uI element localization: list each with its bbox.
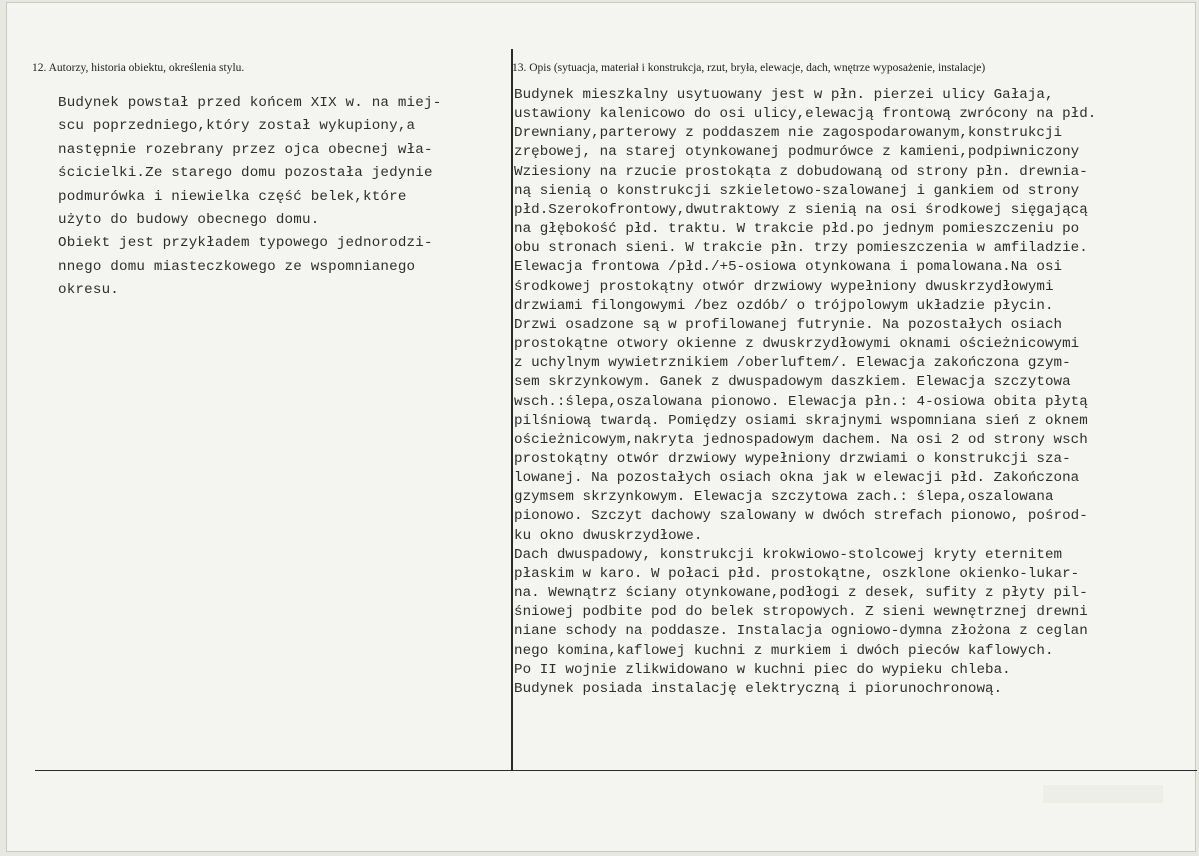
text-line: Drzwi osadzone są w profilowanej futrynie. Na pozostałych osiach <box>514 316 1063 333</box>
text-line: na. Wewnątrz ściany otynkowane,podłogi z desek, sufity z płyty pil- <box>514 585 1088 602</box>
text-line: drzwiami filongowymi /bez ozdób/ o trójpolowym układzie płycin. <box>514 297 1054 314</box>
text-line: następnie rozebrany przez ojca obecnej wła- <box>58 141 433 158</box>
text-line: niane schody na poddasze. Instalacja ogniowo-dymna złożona z ceglan <box>514 623 1088 640</box>
text-line: scu poprzedniego,który został wykupiony,a <box>58 118 416 135</box>
text-line: zrębowej, na starej otynkowanej podmurówce z kamieni,podpiwniczony <box>514 144 1080 161</box>
text-line: prostokątne otwory okienne z dwuskrzydłowymi oknami ościeżnicowymi <box>514 336 1080 353</box>
text-line: lowanej. Na pozostałych osiach okna jak w elewacji płd. Zakończona <box>514 470 1080 487</box>
text-line: ościeżnicowym,nakryta jednospadowym dachem. Na osi 2 od strony wsch <box>514 431 1088 448</box>
text-line: płaskim w karo. W połaci płd. prostokątne, oszklone okienko-lukar- <box>514 565 1080 582</box>
text-line: gzymsem skrzynkowym. Elewacja szczytowa zach.: ślepa,oszalowana <box>514 489 1054 506</box>
text-line: Budynek powstał przed końcem XIX w. na miej- <box>58 95 442 111</box>
text-line: Dach dwuspadowy, konstrukcji krokwiowo-stolcowej kryty eternitem <box>514 546 1063 563</box>
section-12-header: 12. Autorzy, historia obiektu, określenia stylu. <box>32 62 245 74</box>
text-line: pilśniową twardą. Pomiędzy osiami skrajnymi wspomniana sień z oknem <box>514 412 1088 429</box>
section-13-header: 13. Opis (sytuacja, materiał i konstrukcja, rzut, bryła, elewacje, dach, wnętrze wyposażenie, instalacje) <box>512 62 986 74</box>
text-line: ku okno dwuskrzydłowe. <box>514 527 703 544</box>
text-line: użyto do budowy obecnego domu. <box>58 212 320 229</box>
text-line: nnego domu miasteczkowego ze wspomnianego <box>58 258 416 275</box>
text-line: okresu. <box>58 282 119 299</box>
section-12-text <box>58 92 441 303</box>
text-line: Elewacja frontowa /płd./+5-osiowa otynkowana i pomalowana.Na osi <box>514 259 1063 276</box>
text-line: Budynek posiada instalację elektryczną i piorunochronową. <box>514 680 1003 697</box>
column-divider <box>511 49 513 771</box>
text-line: śniowej podbite pod do belek stropowych. Z sieni wewnętrznej drewni <box>514 604 1088 621</box>
text-line: Drewniany,parterowy z poddaszem nie zagospodarowanym,konstrukcji <box>514 125 1063 142</box>
text-line: Po II wojnie zlikwidowano w kuchni piec do wypieku chleba. <box>514 661 1011 678</box>
text-line: Wziesiony na rzucie prostokąta z dobudowaną od strony płn. drewnia- <box>514 163 1088 180</box>
text-line: ustawiony kalenicowo do osi ulicy,elewacją frontową zwrócony na płd. <box>514 106 1097 123</box>
text-line: z uchylnym wywietrznikiem /oberluftem/. Elewacja zakończona gzym- <box>514 355 1071 372</box>
text-line: środkowej prostokątny otwór drzwiowy wypełniony dwuskrzydłowymi <box>514 278 1054 295</box>
text-line: płd.Szerokofrontowy,dwutraktowy z sienią na osi środkowej sięgającą <box>514 201 1088 218</box>
faded-stamp <box>1043 785 1163 803</box>
text-line: Budynek mieszkalny usytuowany jest w płn. pierzei ulicy Gałaja, <box>514 87 1054 103</box>
text-line: wsch.:ślepa,oszalowana pionowo. Elewacja płn.: 4-osiowa obita płytą <box>514 393 1088 410</box>
text-line: pionowo. Szczyt dachowy szalowany w dwóch strefach pionowo, pośrod- <box>514 508 1088 525</box>
text-line: sem skrzynkowym. Ganek z dwuspadowym daszkiem. Elewacja szczytowa <box>514 374 1071 391</box>
text-line: nego komina,kaflowej kuchni z murkiem i dwóch pieców kaflowych. <box>514 642 1054 659</box>
text-line: na głębokość płd. traktu. W trakcie płd.po jednym pomieszczeniu po <box>514 221 1080 238</box>
text-line: Obiekt jest przykładem typowego jednorodzi- <box>58 235 433 252</box>
text-line: ścicielki.Ze starego domu pozostała jedynie <box>58 165 433 182</box>
text-line: ną sienią o konstrukcji szkieletowo-szalowanej i gankiem od strony <box>514 182 1080 199</box>
text-line: obu stronach sieni. W trakcie płn. trzy pomieszczenia w amfiladzie. <box>514 240 1088 257</box>
text-line: podmurówka i niewielka część belek,które <box>58 188 407 205</box>
text-line: prostokątny otwór drzwiowy wypełniony drzwiami o konstrukcji sza- <box>514 450 1071 467</box>
section-13-text <box>514 86 1096 699</box>
bottom-rule <box>35 770 1197 771</box>
